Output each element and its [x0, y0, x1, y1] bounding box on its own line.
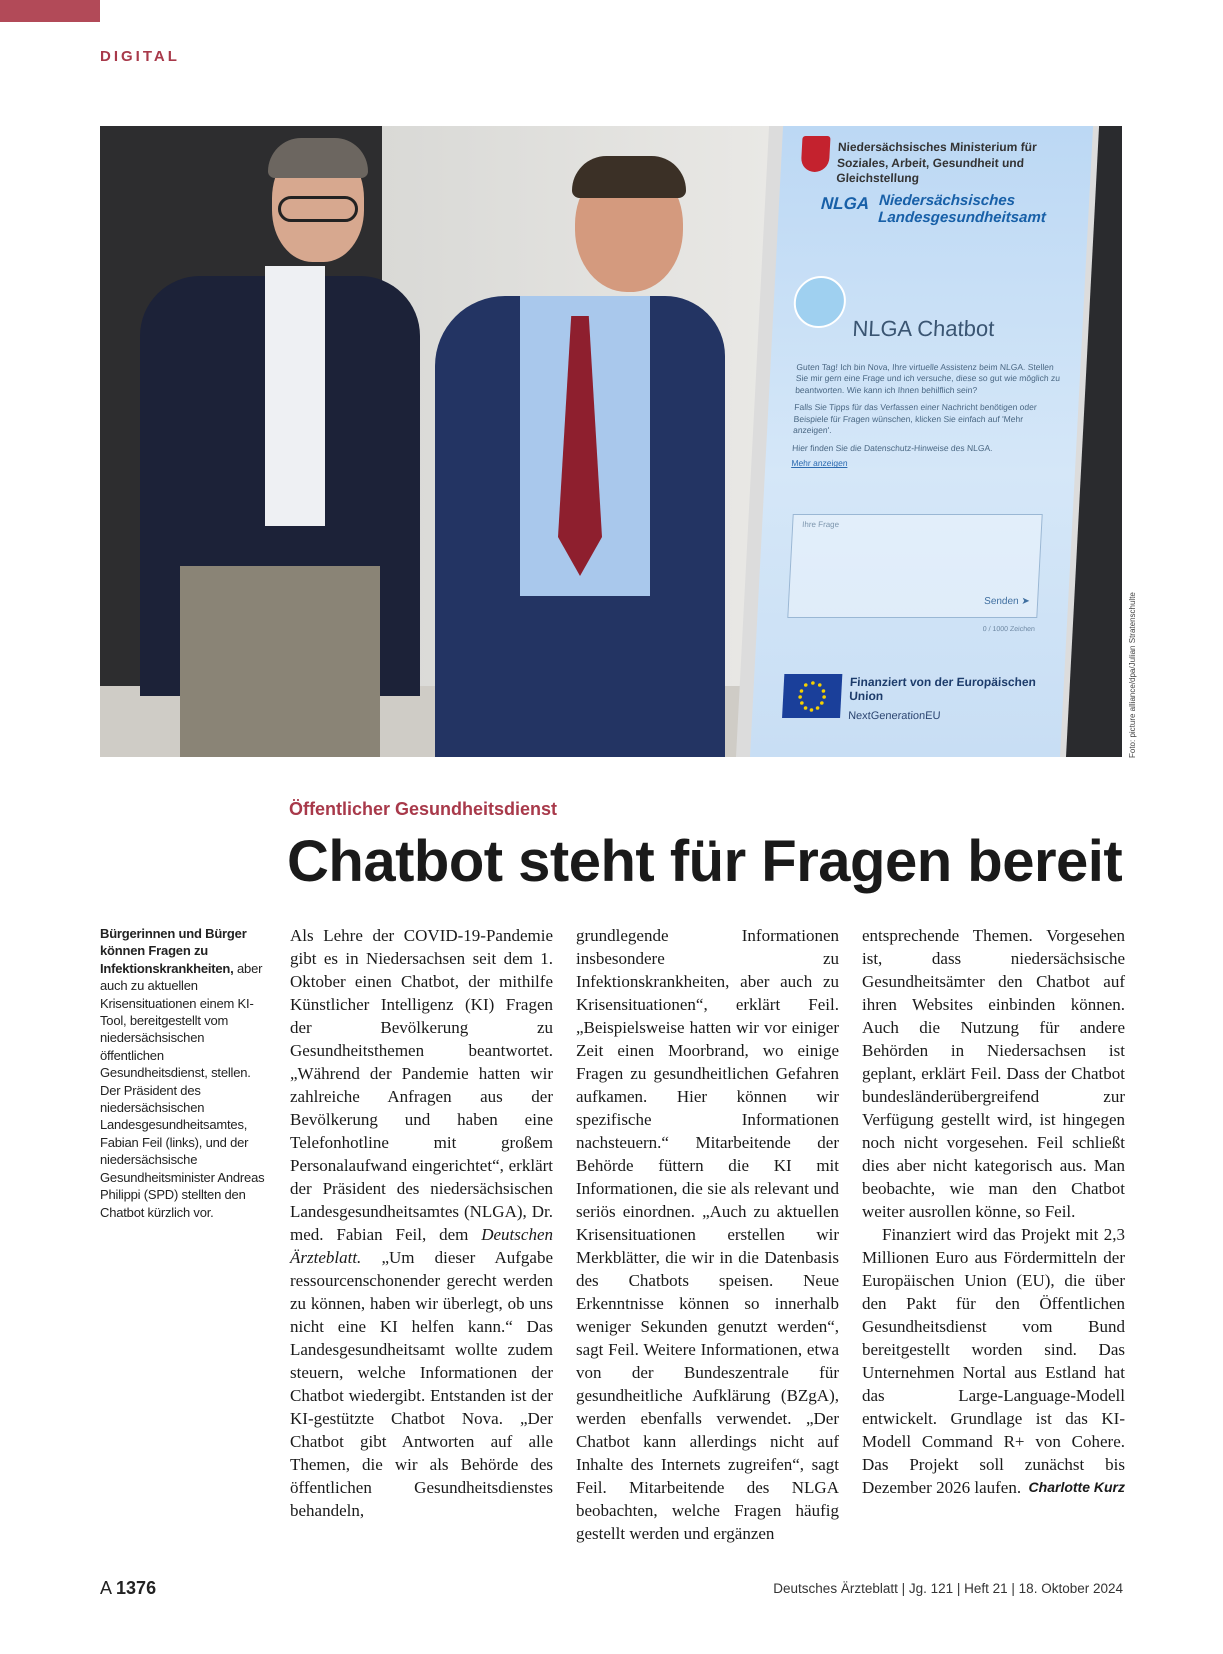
- body-column-2: [576, 924, 839, 1545]
- body-col2-text: grundlegende Informationen insbesondere zu Infektionskrankheiten, aber auch zu Krisensituationen“, erklärt Feil. „Beispielsweise hatten wir vor einiger Zeit einen Moorbrand, wo einige Fragen zu gesundheitlichen Gefahren aufkamen. Hier können wir spezifische Informationen nachsteuern.“ Mitarbeitende der Behörde füttern die KI mit Informationen, die sie als relevant und seriös einordnen. „Auch zu aktuellen Krisensituationen erstellen wir Merkblätter, die wir in die Datenbasis des Chatbots speisen. Neue Erkenntnisse können so innerhalb weniger Sekunden genutzt werden“, sagt Feil. Weitere Informationen, etwa von der Bundeszentrale für gesundheitliche Aufklärung (BZgA), werden ebenfalls verwendet. „Der Chatbot kann allerdings nicht auf Inhalte des Internets zugreifen“, sagt Feil. Mitarbeitende des NLGA beobachten, welche Fragen häufig gestellt werden und ergänzen: [576, 926, 839, 1543]
- person-right-hair: [572, 156, 686, 198]
- nextgeneration-eu-text: NextGenerationEU: [847, 710, 941, 722]
- article-photo: [100, 126, 1122, 757]
- person-left-glasses: [278, 196, 358, 222]
- body-col3-paragraph-1: entsprechende Themen. Vorgesehen ist, dass niedersächsische Gesundheitsämter den Chatbot auf ihren Websites einbinden können. Auch die Nutzung für andere Behörden in Niedersachsen ist geplant, erklärt Feil. Dass der Chatbot bundesländerübergreifend zur Verfügung gestellt wird, ist hingegen noch nicht vorgesehen. Feil schließt dies aber nicht kategorisch aus. Man beobachte, wie man den Chatbot weiter ausrollen könne, so Feil.: [862, 926, 1125, 1221]
- article-author: Charlotte Kurz: [1028, 1479, 1125, 1495]
- more-link: Mehr anzeigen: [791, 458, 848, 469]
- privacy-text: Hier finden Sie die Datenschutz-Hinweise des NLGA.: [791, 442, 993, 453]
- chatbot-greeting: [791, 362, 1067, 470]
- section-label: DIGITAL: [100, 48, 180, 65]
- nlga-name: Niedersächsisches Landesgesundheitsamt: [877, 192, 1047, 227]
- person-left-trousers: [180, 566, 380, 757]
- greeting-text: Guten Tag! Ich bin Nova, Ihre virtuelle Assistenz beim NLGA. Stellen Sie mir gern eine Frage und ich versuche, diese so gut wie möglich zu beantworten. Wie kann ich Ihnen behilflich sein?: [794, 362, 1061, 395]
- page-number-value: 1376: [116, 1578, 157, 1598]
- chatbot-title: NLGA Chatbot: [851, 316, 995, 341]
- question-placeholder: Ihre Frage: [801, 520, 840, 529]
- corner-accent-bar: [0, 0, 100, 22]
- journal-name: Deutschen Ärzteblatt.: [290, 1225, 553, 1267]
- kiosk-screen: [750, 126, 1093, 757]
- article-kicker: Öffentlicher Gesundheitsdienst: [289, 799, 558, 819]
- tips-text: Falls Sie Tipps für das Verfassen einer Nachricht benötigen oder Beispiele für Fragen wünschen, klicken Sie einfach auf 'Mehr anzeigen'.: [792, 402, 1037, 436]
- body-col1-part2: „Um dieser Aufgabe ressourcenschonender gerecht werden zu können, haben wir überlegt, ob uns nicht eine KI helfen kann.“ Das Landesgesundheitsamt wollte zudem steuern, welche Informationen der Chatbot wiedergibt. Entstanden ist der KI-gestützte Chatbot Nova. „Der Chatbot gibt Antworten auf alle Themen, die wir als Behörde des öffentlichen Gesundheitsdienstes behandeln,: [290, 1248, 553, 1520]
- caption-text: aber auch zu aktuellen Krisensituationen einem KI-Tool, bereitgestellt vom niedersächsischen öffentlichen Gesundheitsdienst, stellen. Der Präsident des niedersächsischen Landesgesundheitsamtes, Fabian Feil (links), und der niedersächsische Gesundheitsminister Andreas Philippi (SPD) stellten den Chatbot kürzlich vor.: [100, 960, 265, 1220]
- body-column-3: [862, 924, 1125, 1499]
- photo-credit: Foto: picture alliance/dpa/Julian Stratenschulte: [1128, 592, 1137, 758]
- char-counter: 0 / 1000 Zeichen: [982, 626, 1036, 633]
- eu-funding-text: Finanziert von der Europäischen Union: [848, 675, 1037, 703]
- send-label: Senden ➤: [983, 596, 1031, 607]
- eu-flag-icon: [782, 674, 842, 718]
- body-col3-paragraph-2: Finanziert wird das Projekt mit 2,3 Millionen Euro aus Fördermitteln der Europäischen Union (EU), die über den Pakt für den Öffentlichen Gesundheitsdienst vom Bund bereitgestellt worden sind. Das Unternehmen Nortal aus Estland hat das Large-Language-Modell entwickelt. Grundlage ist das KI-Modell Command R+ von Cohere. Das Projekt soll zunächst bis Dezember 2026 laufen.: [862, 1225, 1125, 1497]
- ministry-name: Niedersächsisches Ministerium für Soziales, Arbeit, Gesundheit und Gleichstellung: [835, 140, 1038, 186]
- person-left-shirt: [265, 266, 325, 526]
- body-column-1: [290, 924, 553, 1522]
- lower-saxony-horse-logo-icon: [801, 136, 831, 172]
- caption-lead: Bürgerinnen und Bürger können Fragen zu Infektionskrankheiten,: [100, 926, 247, 976]
- person-left-hair: [268, 138, 368, 178]
- photo-caption: [100, 925, 270, 1221]
- page-prefix: A: [100, 1578, 112, 1598]
- article-headline: Chatbot steht für Fragen bereit: [287, 829, 1123, 894]
- chatbot-avatar-icon: [792, 276, 847, 328]
- publication-info: Deutsches Ärzteblatt | Jg. 121 | Heft 21 | 18. Oktober 2024: [773, 1581, 1123, 1596]
- body-col1-part1: Als Lehre der COVID-19-Pandemie gibt es in Niedersachsen seit dem 1. Oktober einen Chatbot, der mithilfe Künstlicher Intelligenz (KI) Fragen der Bevölkerung zu Gesundheitsthemen beantwortet. „Während der Pandemie hatten wir zahlreiche Anfragen aus der Bevölkerung und haben eine Telefonhotline mit großem Personalaufwand eingerichtet“, erklärt der Präsident des niedersächsischen Landesgesundheitsamtes (NLGA), Dr. med. Fabian Feil, dem: [290, 926, 553, 1244]
- page-number: [100, 1578, 156, 1599]
- nlga-logo: NLGA: [820, 194, 870, 213]
